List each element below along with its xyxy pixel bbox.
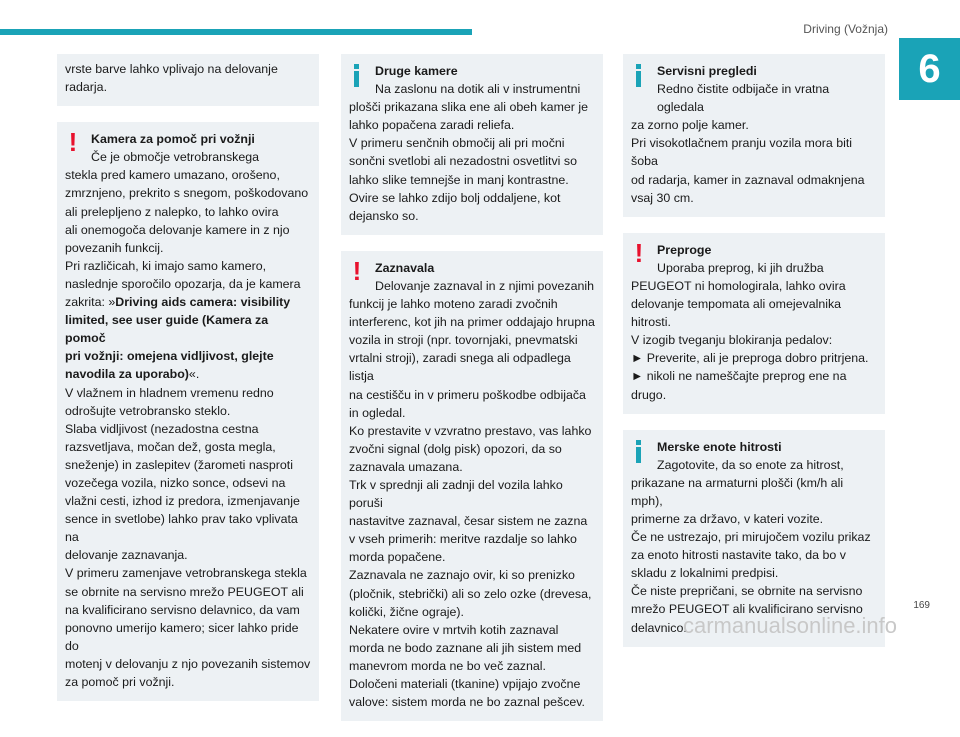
text-line: se obrnite na servisno mrežo PEUGEOT ali — [65, 584, 304, 599]
text-line: funkcij je lahko moteno zaradi zvočnih — [349, 297, 558, 312]
text-line: drugo. — [631, 387, 667, 402]
text-line: Slaba vidljivost (nezadostna cestna — [65, 421, 259, 436]
text-line: zaznavala umazana. — [349, 459, 463, 474]
text-line: skladu z lokalnimi predpisi. — [631, 566, 779, 581]
text-line: Določeni materiali (tkanine) vpijajo zvočne — [349, 677, 581, 691]
text-line: valove: sistem morda ne bo zaznal pešcev. — [349, 695, 585, 710]
text-line: vozila in stroji (npr. tovornjaki, pnevmatski — [349, 333, 578, 348]
text-line: (pločnik, stebrički) ali so zelo ozke (drevesa, — [349, 586, 592, 601]
text-line: od radarja, kamer in zaznaval odmaknjena — [631, 172, 865, 187]
text-line: nastavitve zaznaval, česar sistem ne zazna — [349, 514, 588, 529]
text-line: odrošujte vetrobransko steklo. — [65, 403, 231, 418]
text-line: zmrznjeno, prekrito s snegom, poškodovano — [65, 186, 309, 201]
text-line: povezanih funkcij. — [65, 240, 164, 255]
text-line: V primeru senčnih območij ali pri močni — [349, 136, 565, 151]
text-line: za enoto hitrosti nastavite tako, da bo v — [631, 548, 846, 563]
warning-message-bold: Driving aids camera: visibility — [115, 295, 291, 310]
warning-message-bold: navodila za uporabo) — [65, 367, 189, 382]
text-line: vrtalni stroji), zaradi snega ali odpadlega listja — [349, 351, 571, 384]
text-line: razsvetljava, močan dež, gosta megla, — [65, 439, 276, 454]
text-line: V vlažnem in hladnem vremenu redno — [65, 385, 274, 400]
text-line: dejansko so. — [349, 208, 419, 223]
text-line: ► nikoli ne nameščajte preprog ene na — [631, 369, 847, 384]
text-line: motenj v delovanju z njo povezanih sistemov — [65, 656, 311, 671]
text-line: radarja. — [65, 80, 108, 95]
text-line: in ogledal. — [349, 405, 406, 420]
text-line: Delovanje zaznaval in z njimi povezanih — [375, 278, 595, 293]
text-line: na kvalificirano servisno delavnico, da vam — [65, 602, 300, 617]
box-title: Zaznavala — [375, 260, 435, 275]
text-line: delovanje zaznavanja. — [65, 548, 188, 563]
text-line: plošči prikazana slika ene ali obeh kamer je — [349, 100, 588, 115]
text-line: stekla pred kamero umazano, orošeno, — [65, 168, 280, 183]
page-number: 169 — [913, 600, 930, 611]
text-line: naslednje sporočilo opozarja, da je kamera — [65, 276, 301, 291]
warning-message-bold: limited, see user guide (Kamera za pomoč — [65, 313, 269, 346]
text-line: morda ne bodo zaznane ali jih sistem med — [349, 640, 582, 655]
header-accent-bar — [0, 29, 472, 35]
text-line: vlažni cesti, izhod iz predora, izmenjavanje — [65, 494, 300, 509]
text-line: morda popačene. — [349, 550, 446, 565]
warning-exclamation-icon: ! — [634, 237, 644, 268]
text-line: v vseh primerih: meritve razdalje so lahko — [349, 532, 577, 547]
text-line: na cestišču in v primeru poškodbe odbijača — [349, 387, 586, 402]
text-line: Nekatere ovire v mrtvih kotih zaznaval — [349, 622, 559, 637]
text-line: Zaznavala ne zaznajo ovir, ki so prenizko — [349, 568, 575, 583]
chapter-title: Driving (Vožnja) — [803, 22, 888, 36]
text-line-mixed — [65, 293, 311, 311]
sensors-warning-box — [341, 251, 603, 721]
text-line: za pomoč pri vožnji. — [65, 675, 175, 689]
box-title: Merske enote hitrosti — [657, 439, 782, 454]
text-line: primerne za državo, v kateri vozite. — [631, 511, 824, 526]
text-line: ► Preverite, ali je preproga dobro pritrjena. — [631, 351, 869, 366]
box-title: Druge kamere — [375, 64, 458, 78]
text-line: V izogib tveganju blokiranja pedalov: — [631, 333, 833, 348]
text-line: Pri različicah, ki imajo samo kamero, — [65, 258, 267, 273]
text-line: količki, žične ograje). — [349, 604, 465, 619]
text-line: Ko prestavite v vzvratno prestavo, vas lahko — [349, 423, 592, 438]
other-cameras-info-box — [341, 54, 603, 235]
text-line: manevrom morda ne bo več zaznal. — [349, 658, 546, 673]
text-line: vozečega vozila, nizko sonce, odsevi na — [65, 475, 286, 490]
text-line: zvočni signal (dolg pisk) opozori, da so — [349, 441, 562, 456]
text-line: V primeru zamenjave vetrobranskega stekla — [65, 566, 307, 581]
text-line: lahko slike temnejše in manj kontrastne. — [349, 172, 569, 187]
box-title: Preproge — [657, 242, 712, 257]
info-icon — [631, 438, 647, 462]
text-run: zakrita: » — [65, 295, 116, 310]
watermark: carmanualsonline.info — [683, 613, 898, 638]
info-icon — [631, 62, 647, 86]
text-line: interferenc, kot jih na primer oddajajo hrupna — [349, 315, 595, 330]
text-line: hitrosti. — [631, 315, 671, 330]
text-line: Če niste prepričani, se obrnite na servisno — [631, 584, 863, 599]
text-line: delavnico. — [631, 620, 687, 635]
text-line: Če ne ustrezajo, pri mirujočem vozilu prikaz — [631, 530, 871, 545]
text-line: ali prelepljeno z nalepko, to lahko ovira — [65, 204, 279, 219]
text-line: sneženje) in zaslepitev (žarometi nasproti — [65, 457, 293, 472]
text-line: delovanje tempomata ali omejevalnika — [631, 297, 842, 312]
column-middle — [341, 54, 603, 737]
text-line: Uporaba preprog, ki jih družba — [657, 260, 824, 275]
box-title: Servisni pregledi — [657, 64, 757, 78]
text-line-mixed — [65, 365, 311, 383]
warning-exclamation-icon: ! — [352, 255, 362, 286]
text-line: ponovno umerijo kamero; sicer lahko pride do — [65, 620, 299, 653]
warning-message-bold: pri vožnji: omejena vidljivost, glejte — [65, 349, 274, 364]
text-line: Zagotovite, da so enote za hitrost, — [657, 457, 844, 472]
text-line: sence in svetlobe) lahko prav tako vplivata na — [65, 512, 298, 545]
servicing-info-box — [623, 54, 885, 217]
text-line: Če je območje vetrobranskega — [91, 150, 260, 165]
text-line: prikazane na armaturni plošči (km/h ali mph), — [631, 475, 844, 508]
text-line: PEUGEOT ni homologirala, lahko ovira — [631, 278, 846, 293]
text-line: za zorno polje kamer. — [631, 118, 749, 133]
camera-warning-box — [57, 122, 319, 701]
text-line: Pri visokotlačnem pranju vozila mora biti šoba — [631, 136, 853, 169]
radar-continuation-box — [57, 54, 319, 106]
text-line: Ovire se lahko zdijo bolj oddaljene, kot — [349, 190, 561, 205]
box-title: Kamera za pomoč pri vožnji — [91, 132, 255, 147]
column-right — [623, 54, 885, 663]
warning-exclamation-icon: ! — [68, 127, 78, 158]
text-line: mrežo PEUGEOT ali kvalificirano servisno — [631, 602, 863, 617]
text-line: Redno čistite odbijače in vratna ogledala — [657, 82, 830, 115]
text-line: sončni svetlobi ali nezadostni osvetlitvi so — [349, 154, 577, 169]
floor-mats-warning-box — [623, 233, 885, 414]
text-run: «. — [188, 367, 200, 382]
info-icon — [349, 62, 365, 86]
column-left — [57, 54, 319, 717]
text-line: Na zaslonu na dotik ali v instrumentni — [375, 82, 581, 97]
chapter-number-tab: 6 — [899, 38, 960, 100]
text-line: vrste barve lahko vplivajo na delovanje — [65, 62, 278, 76]
text-line: lahko popačena zaradi reliefa. — [349, 118, 515, 133]
text-line: vsaj 30 cm. — [631, 190, 694, 205]
text-line: ali onemogoča delovanje kamere in z njo — [65, 222, 290, 237]
text-line: Trk v sprednji ali zadnji del vozila lahko poruši — [349, 477, 563, 511]
